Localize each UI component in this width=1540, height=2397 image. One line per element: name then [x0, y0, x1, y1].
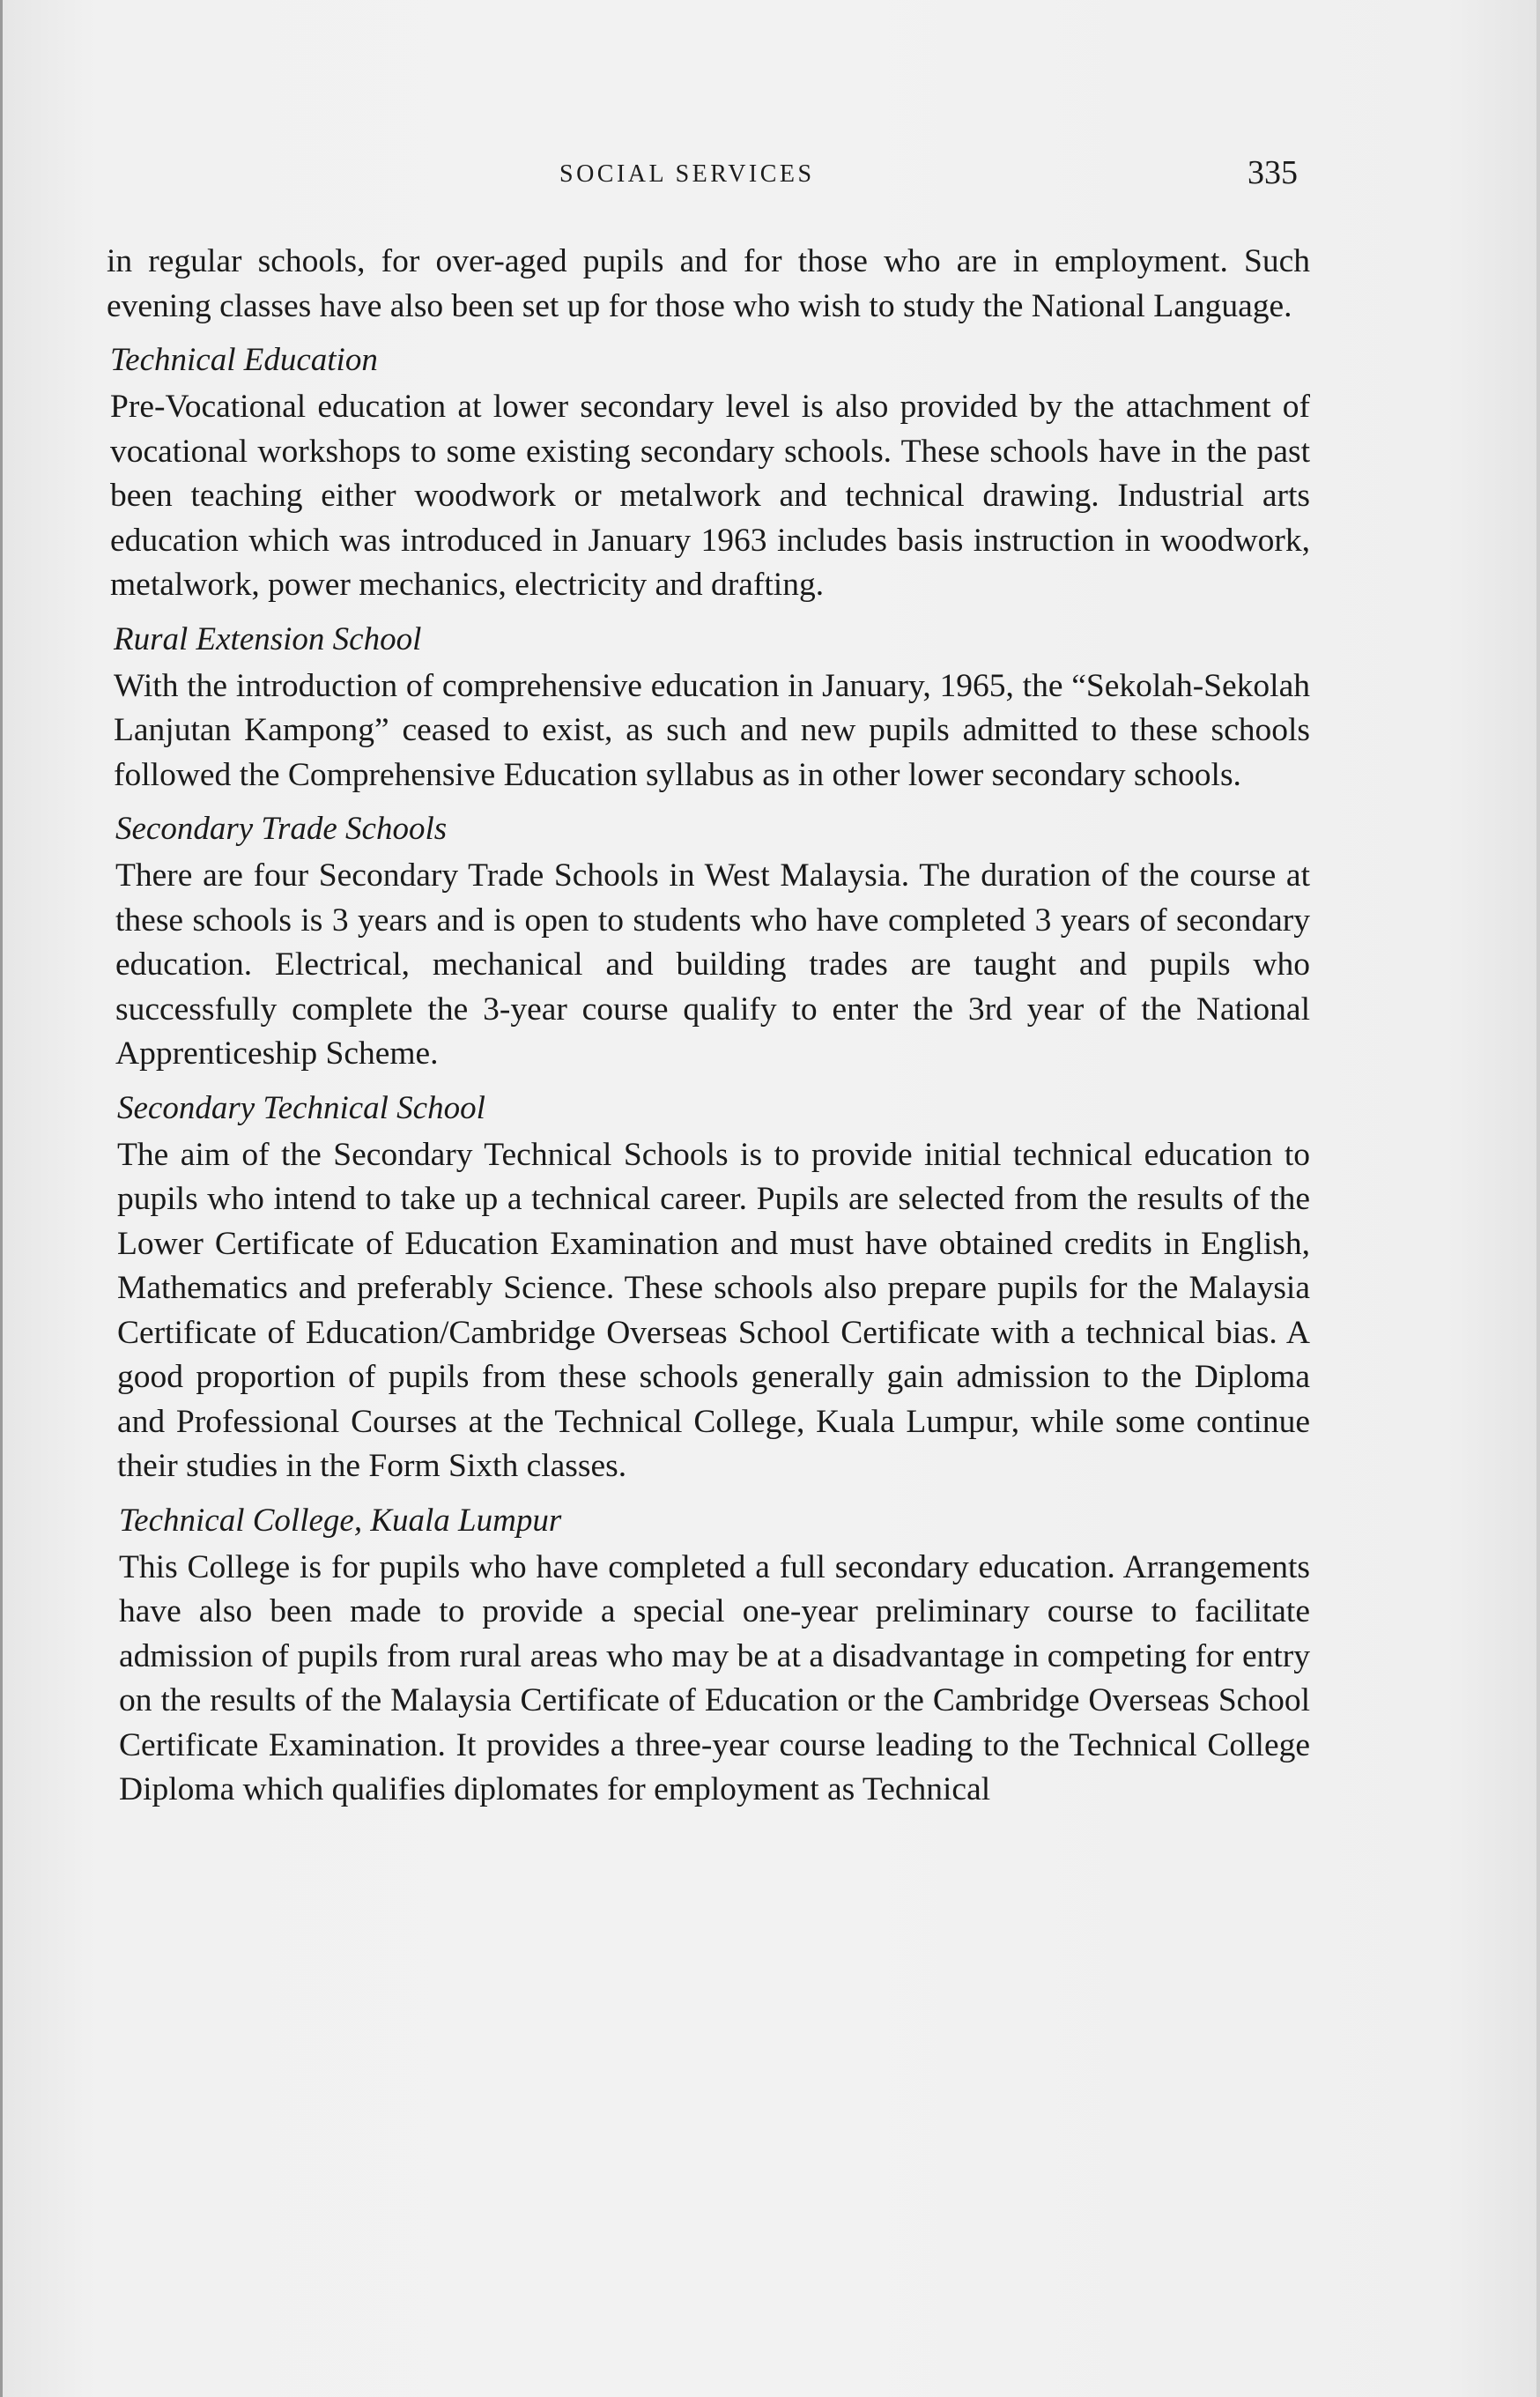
section-paragraph: With the introduction of comprehensive education in January, 1965, the “Sekolah-Sekolah Lanjutan Kampong” ceased to exist, as such and new pupils admitted to these schools followed the Comprehensive Education syllabus as in other lower secondary schools.: [114, 667, 1310, 793]
intro-paragraph: in regular schools, for over-aged pupils and for those who are in employment. Such evening classes have also been set up for those who wish to study the National Language.: [107, 243, 1310, 324]
section-paragraph: The aim of the Secondary Technical Schools is to provide initial technical education to pupils who intend to take up a technical career. Pupils are selected from the results of the Lower Certificate of Education Examination and must have obtained credits in English, Mathematics and preferably Science. These schools also prepare pupils for the Malaysia Certificate of Education/Cambridge Overseas School Certificate with a technical bias. A good proportion of pupils from these schools generally gain admission to the Diploma and Professional Courses at the Technical College, Kuala Lumpur, while some continue their studies in the Form Sixth classes.: [117, 1136, 1310, 1484]
section-secondary-trade-schools: [115, 806, 1310, 1077]
section-secondary-technical-school: [117, 1086, 1310, 1489]
section-heading: Technical College, Kuala Lumpur: [119, 1502, 562, 1539]
section-heading: Technical Education: [110, 342, 378, 378]
section-heading: Secondary Trade Schools: [115, 811, 448, 847]
section-rural-extension-school: [114, 617, 1310, 798]
page-number: 335: [1248, 154, 1298, 191]
section-paragraph: There are four Secondary Trade Schools in West Malaysia. The duration of the course at these schools is 3 years and is open to students who have completed 3 years of secondary education. Electrical, mechanical and building trades are taught and pupils who successfully complete the 3-year course qualify to enter the 3rd year of the National Apprenticeship Scheme.: [115, 857, 1310, 1072]
running-title: SOCIAL SERVICES: [559, 160, 815, 188]
section-technical-college-kuala-lumpur: [119, 1498, 1310, 1813]
page-body: [107, 240, 1310, 1813]
section-heading: Rural Extension School: [114, 620, 422, 657]
section-technical-education: [110, 338, 1310, 608]
running-head: [3, 153, 1540, 197]
section-paragraph: This College is for pupils who have completed a full secondary education. Arrangements have also been made to provide a special one-year preliminary course to facilitate admission of pupils from rural areas who may be at a disadvantage in competing for entry on the results of the Malaysia Certificate of Education or the Cambridge Overseas School Certificate Examination. It provides a three-year course leading to the Technical College Diploma which qualifies diplomates for employment as Technical: [119, 1548, 1310, 1807]
section-paragraph: Pre-Vocational education at lower secondary level is also provided by the attachment of vocational workshops to some existing secondary schools. These schools have in the past been teaching either woodwork or metalwork and technical drawing. Industrial arts education which was introduced in January 1963 includes basis instruction in woodwork, metalwork, power mechanics, electricity and drafting.: [110, 389, 1310, 603]
section-heading: Secondary Technical School: [117, 1089, 485, 1126]
